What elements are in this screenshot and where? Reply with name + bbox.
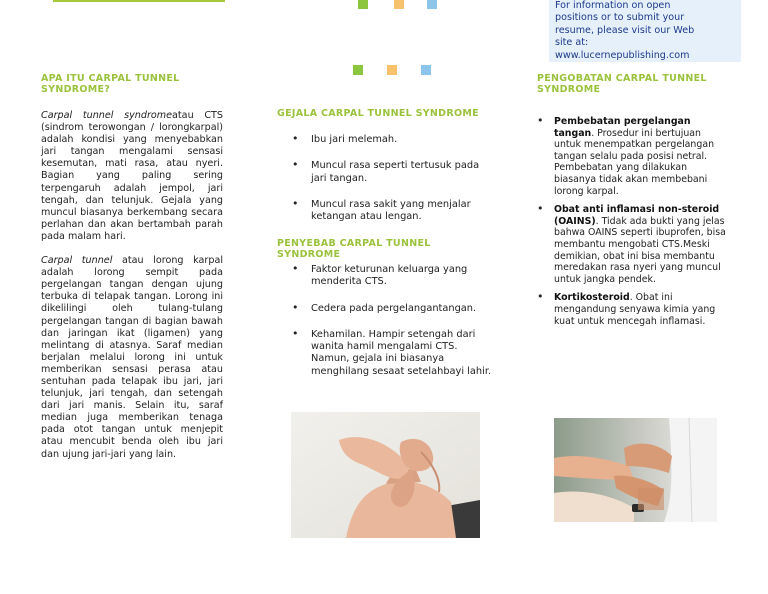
- info-website-link[interactable]: www.lucernepublishing.com: [555, 49, 690, 61]
- causes-heading: PENYEBAB CARPAL TUNNEL SYNDROME: [277, 238, 431, 260]
- wrist-exam-photo: [554, 418, 717, 522]
- symptoms-heading: GEJALA CARPAL TUNNEL SYNDROME: [277, 108, 479, 119]
- treatment-title: Obat anti inflamasi non-steroid (OAINS): [554, 204, 720, 227]
- decor-square-green: [353, 65, 363, 75]
- cause-item: • Cedera pada pergelangantangan.: [292, 303, 497, 315]
- treatment-list-container: [537, 116, 730, 334]
- decor-square-orange: [387, 65, 397, 75]
- anatomy-term: Carpal tunnel: [41, 255, 113, 267]
- info-line: site at:: [555, 37, 589, 49]
- left-column-body: [41, 110, 223, 473]
- contact-info-box: [549, 0, 741, 62]
- what-is-cts-heading: APA ITU CARPAL TUNNEL SYNDROME?: [41, 73, 180, 95]
- causes-list-container: [292, 264, 497, 398]
- treatment-item: [537, 204, 730, 285]
- cause-item: • Kehamilan. Hampir setengah dari wanita hamil mengalami CTS. Namun, gejala ini biasanya menghilang sesaat setelahbayi lahir.: [292, 329, 497, 378]
- treatment-item: [537, 292, 730, 327]
- treatment-item: [537, 116, 730, 197]
- definition-term: Carpal tunnel syndrome: [41, 110, 173, 121]
- causes-list: [292, 264, 497, 378]
- hand-massage-illustration: [291, 412, 480, 538]
- decor-square-green-top: [358, 0, 368, 9]
- treatment-text: . Prosedur ini bertujuan untuk menempatkan pergelangan tangan selalu pada posisi netral. Pembebatan yang dilakukan biasanya tidak akan membebani lorong karpal.: [554, 127, 715, 197]
- wrist-exam-illustration: [554, 418, 717, 522]
- info-line: resume, please visit our Web: [555, 24, 695, 36]
- symptom-item: • Muncul rasa seperti tertusuk pada jari tangan.: [292, 160, 497, 185]
- decor-square-blue-top: [427, 0, 437, 9]
- hand-massage-photo: [291, 412, 480, 538]
- treatment-text: . Obat ini mengandung senyawa kimia yang kuat untuk mencegah inflamasi.: [554, 292, 716, 327]
- symptom-item: • Muncul rasa sakit yang menjalar ketangan atau lengan.: [292, 199, 497, 224]
- cause-item: • Faktor keturunan keluarga yang menderita CTS.: [292, 264, 497, 289]
- decor-square-blue: [421, 65, 431, 75]
- treatment-text: . Tidak ada bukti yang jelas bahwa OAINS seperti ibuprofen, bisa membantu mengobati CTS.Meski demikian, obat ini bisa membantu meredakan rasa nyeri yang muncul untuk jangka pendek.: [554, 215, 726, 285]
- anatomy-text: atau lorong karpal adalah lorong sempit pada pergelangan tangan dengan ujung terbuka di telapak tangan. Lorong ini dikelilingi oleh tulang-tulang pergelangan tangan di bagian bawah dan jaringan ikat (ligamen) yang melintang di atasnya. Saraf median berjalan melalui lorong ini untuk memberikan sensasi perasa atau sentuhan pada telapak ibu jari, jari telunjuk, jari tengah, dan setengah dari jari manis. Selain itu, saraf median juga memberikan tenaga pada otot tangan untuk menjepit atau mencubit benda oleh ibu jari dan ujung jari-jari yang lain.: [41, 255, 223, 460]
- symptoms-list-container: [292, 134, 497, 223]
- treatment-title: Pembebatan pergelangan tangan: [554, 116, 691, 139]
- definition-text: atau CTS (sindrom terowongan / lorongkarpal) adalah kondisi yang menyebabkan jari tangan mengalami sensasi kesemutan, mati rasa, atau nyeri. Bagian yang paling sering terpengaruh adalah jempol, jari tengah, dan telunjuk. Gejala yang muncul biasanya berkembang secara perlahan dan akan bertambah parah pada malam hari.: [41, 110, 223, 242]
- treatment-title: Kortikosteroid: [554, 292, 630, 304]
- top-accent-line: [53, 0, 225, 2]
- decor-square-orange-top: [394, 0, 404, 9]
- info-line: positions or to submit your: [555, 12, 685, 24]
- info-line: For information on open: [555, 0, 671, 11]
- anatomy-paragraph: [41, 255, 223, 461]
- definition-paragraph: [41, 110, 223, 243]
- treatment-heading: PENGOBATAN CARPAL TUNNEL SYNDROME: [537, 73, 707, 95]
- symptom-item: • Ibu jari melemah.: [292, 134, 497, 146]
- treatment-list: [537, 116, 730, 327]
- symptoms-list: [292, 134, 497, 223]
